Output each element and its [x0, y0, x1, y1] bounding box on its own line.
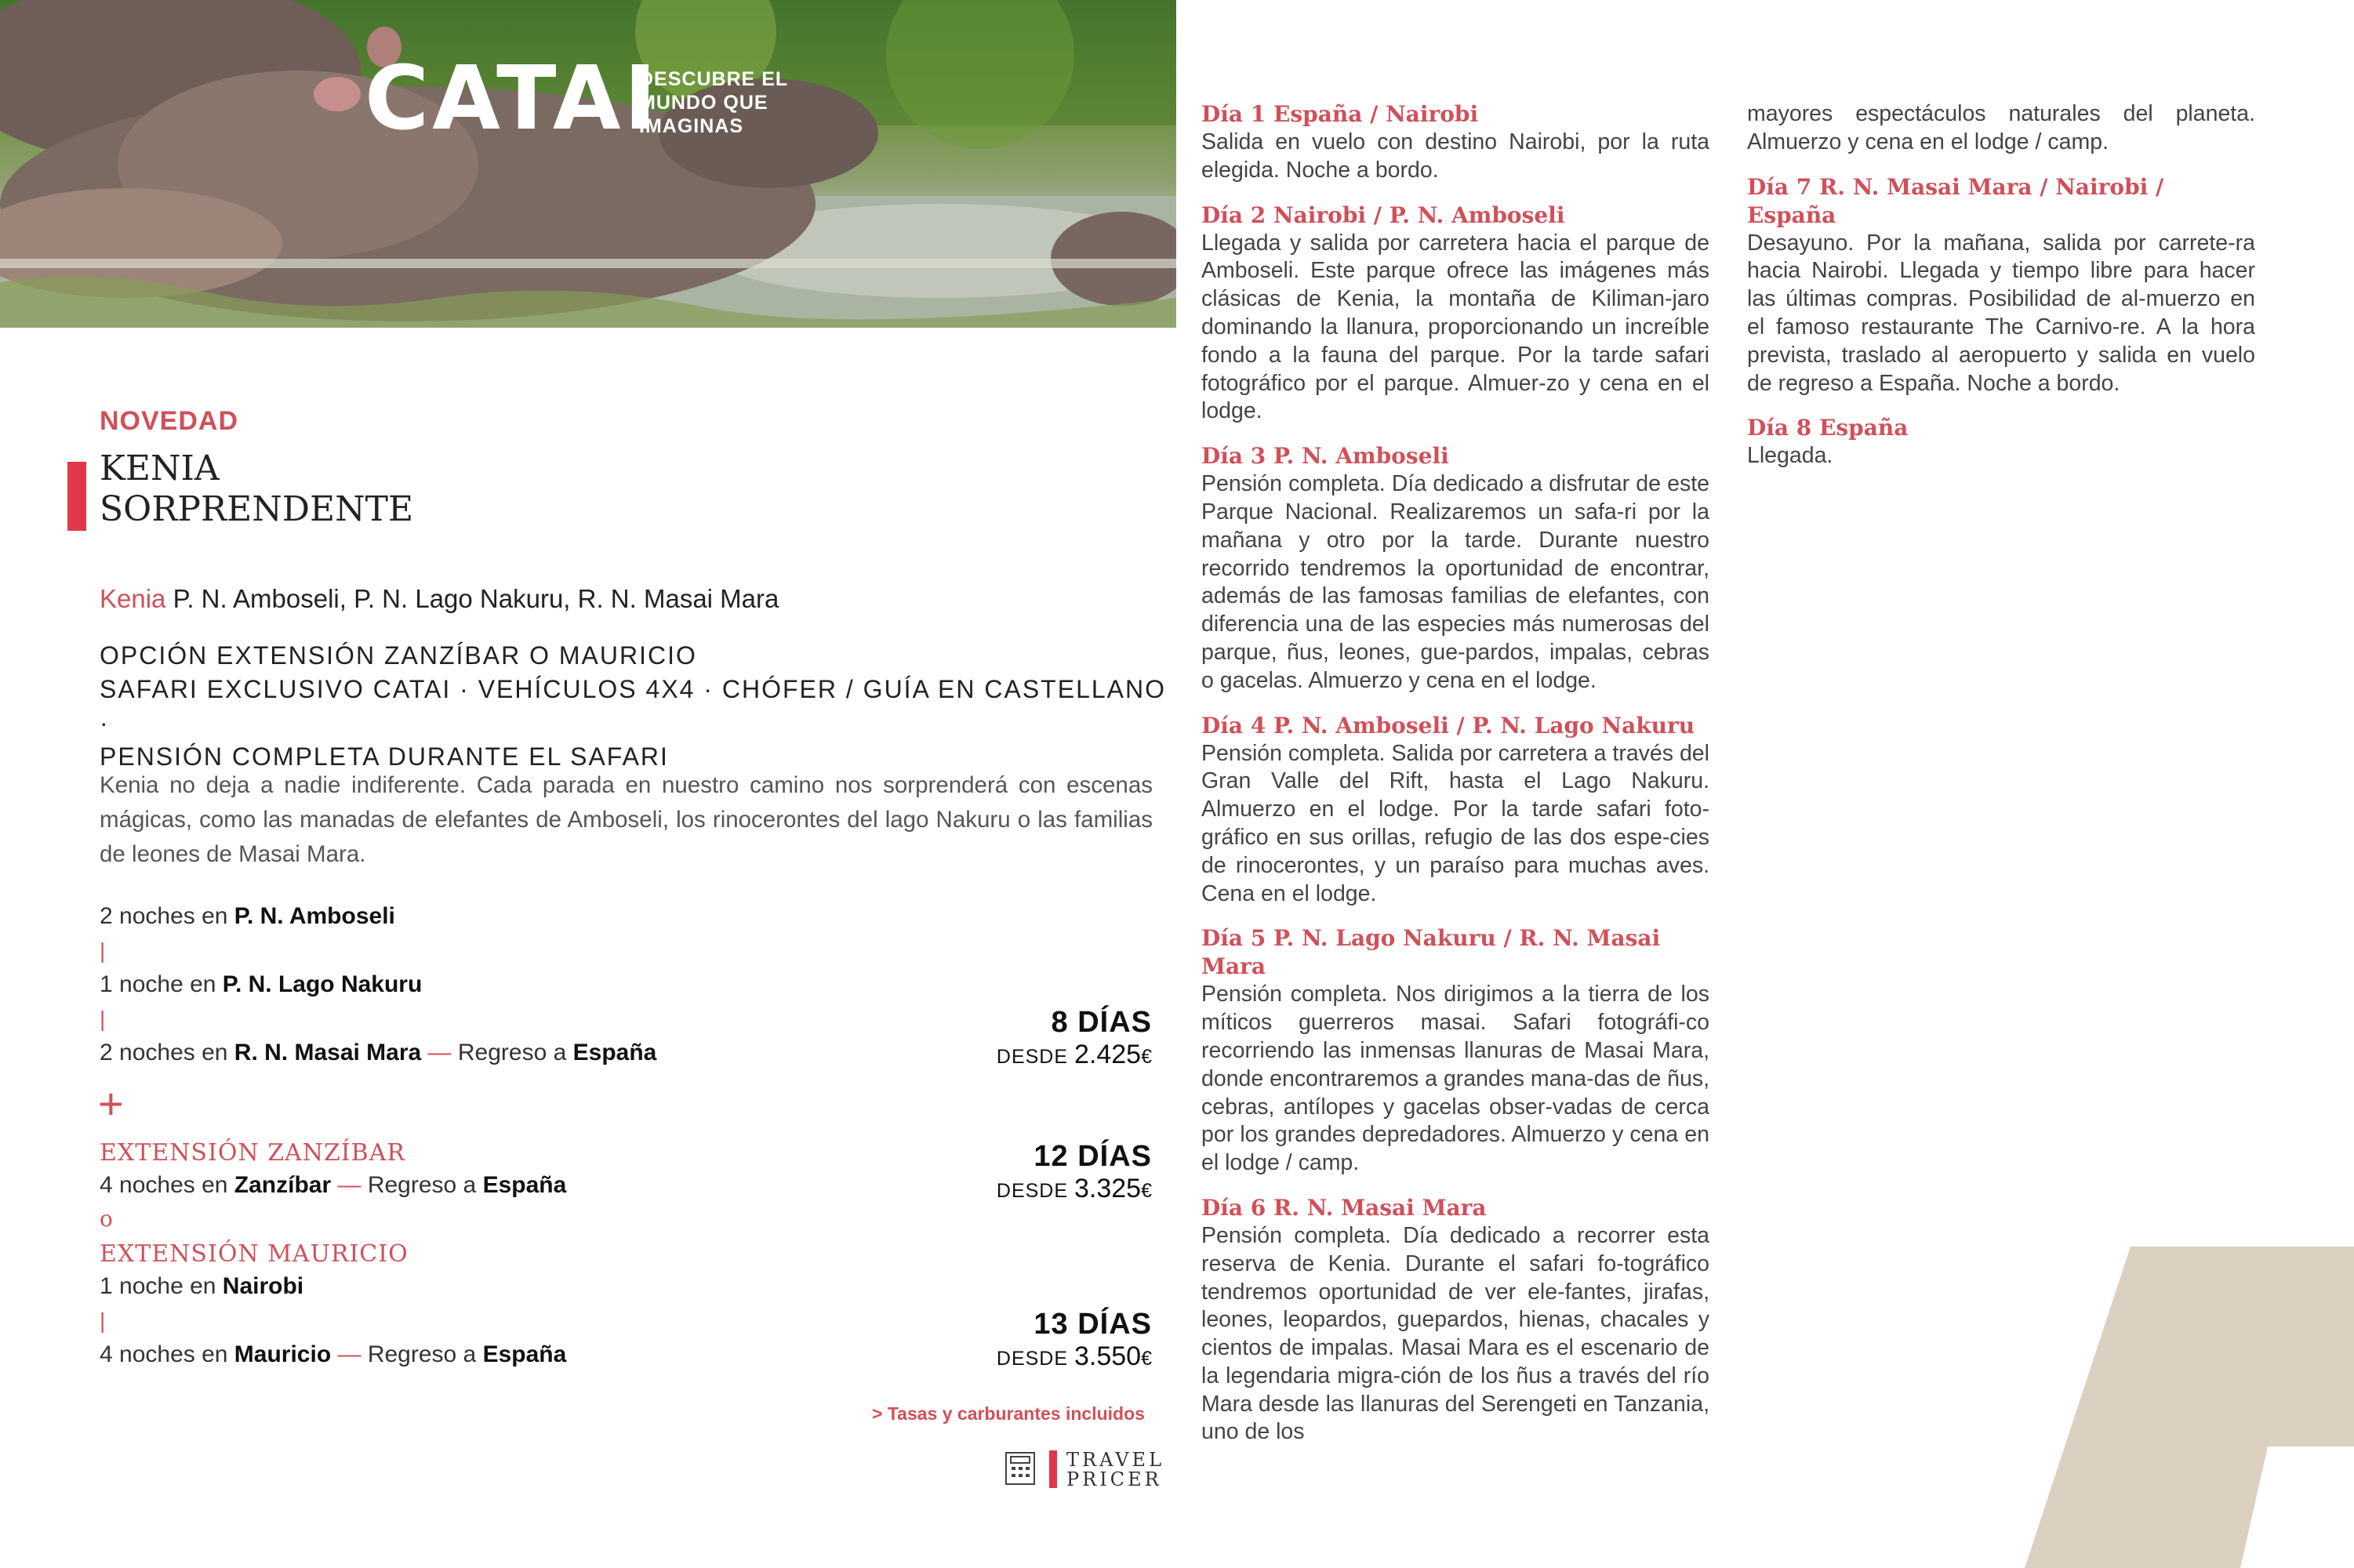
day-title: Día 4 P. N. Amboseli / P. N. Lago Nakuru [1201, 712, 1695, 739]
price-amount: 3.550 [1074, 1341, 1142, 1371]
day-7 [1747, 173, 2255, 398]
catai-logo: CATAI [365, 48, 660, 150]
price-currency: € [1141, 1348, 1152, 1370]
stay-zanzibar [100, 1172, 566, 1199]
extension-zanzibar-title: EXTENSIÓN ZANZÍBAR [100, 1139, 405, 1167]
dash: — [421, 1040, 458, 1065]
travel-pricer-accent [1049, 1450, 1057, 1488]
return-place: España [482, 1341, 567, 1367]
travel-pricer-line1: TRAVEL [1066, 1449, 1165, 1471]
price-days: 8 DÍAS [1051, 1006, 1152, 1039]
stay-place: Nairobi [222, 1273, 304, 1299]
return-prefix: Regreso a [367, 1172, 483, 1198]
price-currency: € [1141, 1180, 1152, 1202]
stay-nairobi [100, 1273, 303, 1300]
feature-line: PENSIÓN COMPLETA DURANTE EL SAFARI [100, 742, 669, 771]
route-country: Kenia [100, 584, 166, 613]
stay-place: P. N. Lago Nakuru [222, 971, 423, 997]
route-places: P. N. Amboseli, P. N. Lago Nakuru, R. N. Masai Mara [173, 584, 779, 613]
price-from: DESDE [996, 1348, 1074, 1370]
price-amount: 2.425 [1074, 1040, 1142, 1069]
title-accent-bar [67, 462, 86, 531]
dash: — [331, 1172, 368, 1198]
or-separator: o [100, 1206, 113, 1232]
day-6-continued [1747, 100, 2255, 157]
day-text: Pensión completa. Día dedicado a recorrer esta reserva de Kenia. Durante el safari fo-tográfico tendremos oportunidad de ver ele-fantes, jirafas, leones, leopardos, guepardos, hienas, chacales y cientos de impalas. Masai Mara es el escenario de la legendaria migra-ción de los ñus a través del río Mara desde las llanuras del Serengeti en Tanzania, uno de los [1201, 1222, 1709, 1445]
stay-prefix: 2 noches en [100, 903, 234, 929]
day-title: Día 3 P. N. Amboseli [1201, 443, 1449, 470]
day-text: Pensión completa. Día dedicado a disfrutar de este Parque Nacional. Realizaremos un safa-ri por la mañana y otro por la tarde. Durante nuestro recorrido tendremos la oportunidad de encontrar, además de las famosas familias de elefantes, con diferencia una de las especies más numerosas del parque, ñus, leones, gue-pardos, impalas, cebras o gacelas. Almuerzo y cena en el lodge. [1201, 471, 1709, 693]
stay-prefix: 2 noches en [100, 1040, 234, 1065]
route-connector: | [100, 1007, 106, 1031]
travel-pricer-line2: PRICER [1066, 1468, 1162, 1490]
stay-place: P. N. Amboseli [234, 903, 395, 929]
return-prefix: Regreso a [457, 1040, 573, 1065]
day-text: mayores espectáculos naturales del planeta. Almuerzo y cena en el lodge / camp. [1747, 101, 2255, 154]
day-title: Día 7 R. N. Masai Mara / Nairobi / España [1747, 173, 2164, 228]
day-text: Llegada y salida por carretera hacia el parque de Amboseli. Este parque ofrece las imágenes más clásicas de Kenia, la montaña de Kiliman-jaro dominando la llanura, proporcionando un increíble fondo a la fauna del parque. Por la tarde safari fotográfico por el parque. Almuer-zo y cena en el lodge. [1201, 230, 1709, 424]
price-days: 13 DÍAS [1034, 1308, 1152, 1341]
logo-tagline: DESCUBRE EL MUNDO QUE IMAGINAS [639, 68, 788, 137]
page-title [100, 448, 413, 530]
day-title: Día 6 R. N. Masai Mara [1201, 1194, 1487, 1221]
day-title: Día 2 Nairobi / P. N. Amboseli [1201, 201, 1565, 228]
route-connector: | [100, 1308, 106, 1333]
stay-nakuru [100, 971, 422, 998]
stay-mauricio [100, 1341, 566, 1368]
return-prefix: Regreso a [367, 1341, 483, 1367]
stay-place: R. N. Masai Mara [234, 1040, 422, 1065]
itinerary-column-2 [1747, 100, 2255, 487]
day-8 [1747, 414, 2255, 470]
stay-prefix: 1 noche en [100, 971, 223, 997]
stay-place: Zanzíbar [234, 1172, 332, 1198]
dash: — [331, 1341, 368, 1367]
stay-amboseli [100, 903, 395, 930]
stay-place: Mauricio [234, 1341, 332, 1367]
plus-icon: + [98, 1079, 124, 1128]
travel-pricer-logo [1066, 1450, 1164, 1490]
feature-line: OPCIÓN EXTENSIÓN ZANZÍBAR O MAURICIO [100, 641, 697, 670]
features-list [100, 639, 1166, 774]
return-place: España [482, 1172, 567, 1198]
day-6 [1201, 1194, 1709, 1446]
stay-prefix: 1 noche en [100, 1273, 223, 1299]
itinerary-column-1 [1201, 100, 1709, 1463]
intro-paragraph: Kenia no deja a nadie indiferente. Cada parada en nuestro camino nos sorprenderá con escenas mágicas, como las manadas de elefantes de Amboseli, los rinocerontes del lago Nakuru o las familias de leones de Masai Mara. [100, 772, 1153, 867]
day-5 [1201, 924, 1709, 1178]
day-2 [1201, 201, 1709, 426]
title-line-1: KENIA [100, 448, 220, 488]
day-title: Día 1 España / Nairobi [1201, 101, 1479, 127]
day-1 [1201, 100, 1709, 185]
stay-masai-mara [100, 1040, 656, 1066]
day-text: Pensión completa. Salida por carretera a través del Gran Valle del Rift, hasta el Lago Nakuru. Almuerzo en el lodge. Por la tarde safari foto-gráfico en sus orillas, refugio de las dos espe-cies de rinocerontes, y un paraíso para muchas aves. Cena en el lodge. [1201, 740, 1709, 906]
stay-prefix: 4 noches en [100, 1172, 234, 1198]
route-line [100, 584, 779, 614]
price-13-days [997, 1308, 1152, 1372]
price-days: 12 DÍAS [1034, 1140, 1152, 1173]
day-title: Día 8 España [1747, 415, 1909, 441]
day-text: Llegada. [1747, 443, 1833, 469]
day-3 [1201, 442, 1709, 695]
tasas-incluidas-link[interactable]: > Tasas y carburantes incluidos [872, 1403, 1145, 1424]
hero-photo [0, 0, 1176, 328]
day-text: Desayuno. Por la mañana, salida por carrete-ra hacia Nairobi. Llegada y tiempo libre para hacer las últimas compras. Posibilidad de al-muerzo en el famoso restaurante The Carnivo-re. A la hora prevista, traslado al aeropuerto y salida en vuelo de regreso a España. Noche a bordo. [1747, 230, 2255, 396]
day-4 [1201, 712, 1709, 909]
route-connector: | [100, 938, 106, 963]
price-from: DESDE [996, 1046, 1074, 1068]
price-from: DESDE [996, 1180, 1074, 1202]
novedad-label: NOVEDAD [100, 406, 239, 436]
calculator-glyph [1007, 1454, 1034, 1483]
stay-prefix: 4 noches en [100, 1341, 234, 1367]
return-place: España [572, 1040, 657, 1065]
price-8-days [997, 1006, 1152, 1070]
day-title: Día 5 P. N. Lago Nakuru / R. N. Masai Mara [1201, 925, 1661, 980]
price-amount: 3.325 [1074, 1174, 1142, 1203]
day-text: Pensión completa. Nos dirigimos a la tierra de los míticos guerreros masai. Safari fotográfi-co recorriendo las inmensas llanuras de Masai Mara, donde encontraremos a grandes mana-das de ñus, cebras, antílopes y gacelas obser-vadas de cerca por los grandes depredadores. Almuerzo y cena en el lodge / camp. [1201, 982, 1709, 1176]
calculator-icon [1005, 1452, 1035, 1485]
price-currency: € [1141, 1046, 1152, 1068]
decorative-corner-shape [2025, 1247, 2354, 1568]
day-text: Salida en vuelo con destino Nairobi, por la ruta elegida. Noche a bordo. [1201, 129, 1709, 183]
title-line-2: SORPRENDENTE [100, 489, 414, 529]
price-12-days [997, 1140, 1152, 1204]
feature-line: SAFARI EXCLUSIVO CATAI · VEHÍCULOS 4X4 · CHÓFER / GUÍA EN CASTELLANO · [100, 675, 1166, 737]
extension-mauricio-title: EXTENSIÓN MAURICIO [100, 1240, 409, 1268]
